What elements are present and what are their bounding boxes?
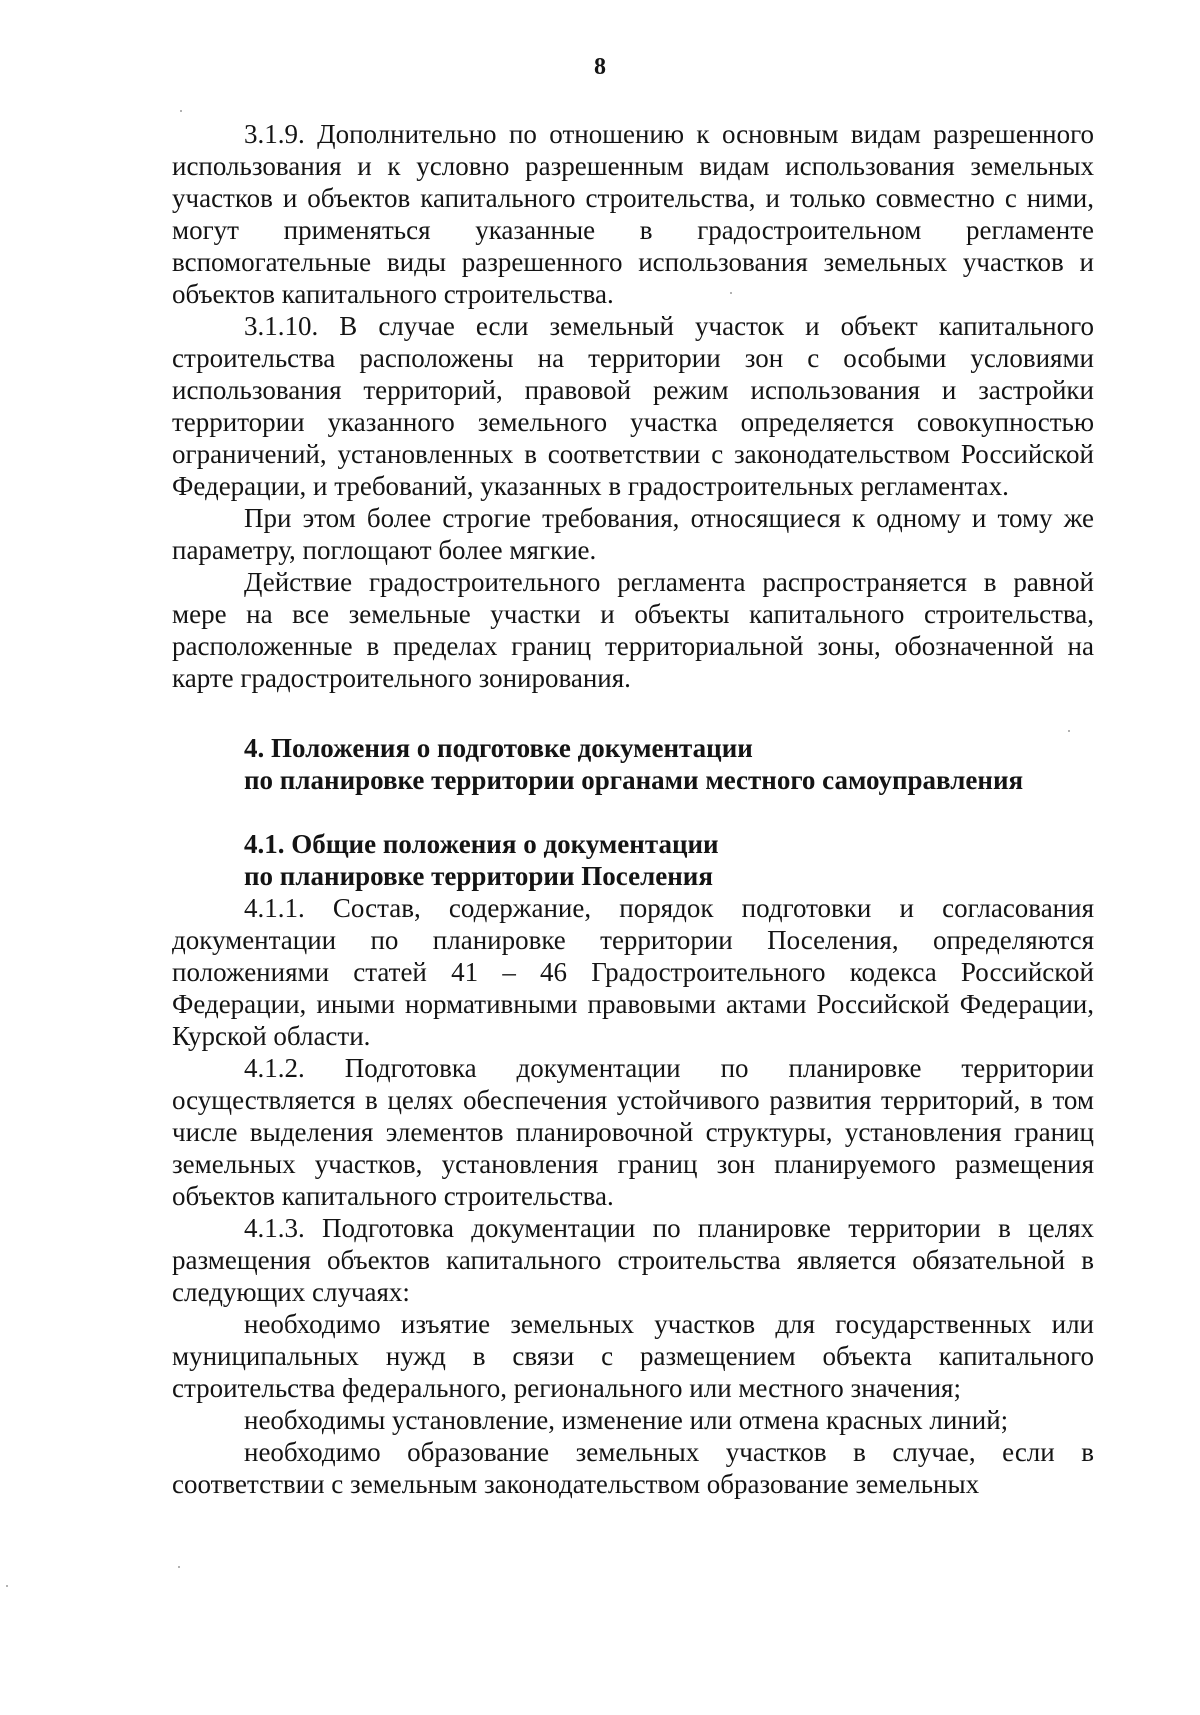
scan-speck	[180, 110, 182, 112]
section-4-1-heading-line-1: 4.1. Общие положения о документации	[244, 829, 719, 859]
list-item-withdrawal: необходимо изъятие земельных участков для государственных или муниципальных нужд в связи с размещением объекта капитального строительства федерального, регионального или местного значения;	[172, 1309, 1094, 1403]
list-item-red-lines: необходимы установление, изменение или отмена красных линий;	[244, 1405, 1009, 1435]
section-4-heading-line-1: 4. Положения о подготовке документации	[244, 733, 753, 763]
page-number: 8	[594, 54, 606, 80]
scan-speck	[178, 1566, 180, 1568]
section-4-heading-line-2: по планировке территории органами местного самоуправления	[244, 765, 1024, 795]
paragraph-4-1-3: 4.1.3. Подготовка документации по планировке территории в целях размещения объектов капитального строительства является обязательной в следующих случаях:	[172, 1213, 1094, 1307]
paragraph-4-1-1: 4.1.1. Состав, содержание, порядок подготовки и согласования документации по планировке территории Поселения, определяются положениями статей 41 – 46 Градостроительного кодекса Российской Федерации, иными нормативными правовыми актами Российской Федерации, Курской области.	[172, 893, 1094, 1051]
paragraph-strict-requirements: При этом более строгие требования, относящиеся к одному и тому же параметру, поглощают более мягкие.	[172, 503, 1094, 565]
document-body	[172, 118, 1094, 1500]
paragraph-4-1-2: 4.1.2. Подготовка документации по планировке территории осуществляется в целях обеспечения устойчивого развития территорий, в том числе выделения элементов планировочной структуры, установления границ земельных участков, установления границ зон планируемого размещения объектов капитального строительства.	[172, 1053, 1094, 1211]
paragraph-regulation-action: Действие градостроительного регламента распространяется в равной мере на все земельные участки и объекты капитального строительства, расположенные в пределах границ территориальной зоны, обозначенной на карте градостроительного зонирования.	[172, 567, 1094, 693]
scan-speck	[730, 292, 732, 294]
scan-speck	[6, 1585, 8, 1587]
section-4-1-heading-line-2: по планировке территории Поселения	[244, 861, 713, 891]
list-item-land-formation: необходимо образование земельных участков в случае, если в соответствии с земельным законодательством образование земельных	[172, 1437, 1094, 1499]
scan-speck	[1068, 730, 1070, 732]
paragraph-3-1-9: 3.1.9. Дополнительно по отношению к основным видам разрешенного использования и к условно разрешенным видам использования земельных участков и объектов капитального строительства, и только совместно с ними, могут применяться указанные в градостроительном регламенте вспомогательные виды разрешенного использования земельных участков и объектов капитального строительства.	[172, 119, 1094, 309]
paragraph-3-1-10: 3.1.10. В случае если земельный участок и объект капитального строительства расположены на территории зон с особыми условиями использования территорий, правовой режим использования и застройки территории указанного земельного участка определяется совокупностью ограничений, установленных в соответствии с законодательством Российской Федерации, и требований, указанных в градостроительных регламентах.	[172, 311, 1094, 501]
section-4-heading	[172, 732, 1094, 796]
section-4-1-heading	[172, 828, 1094, 892]
